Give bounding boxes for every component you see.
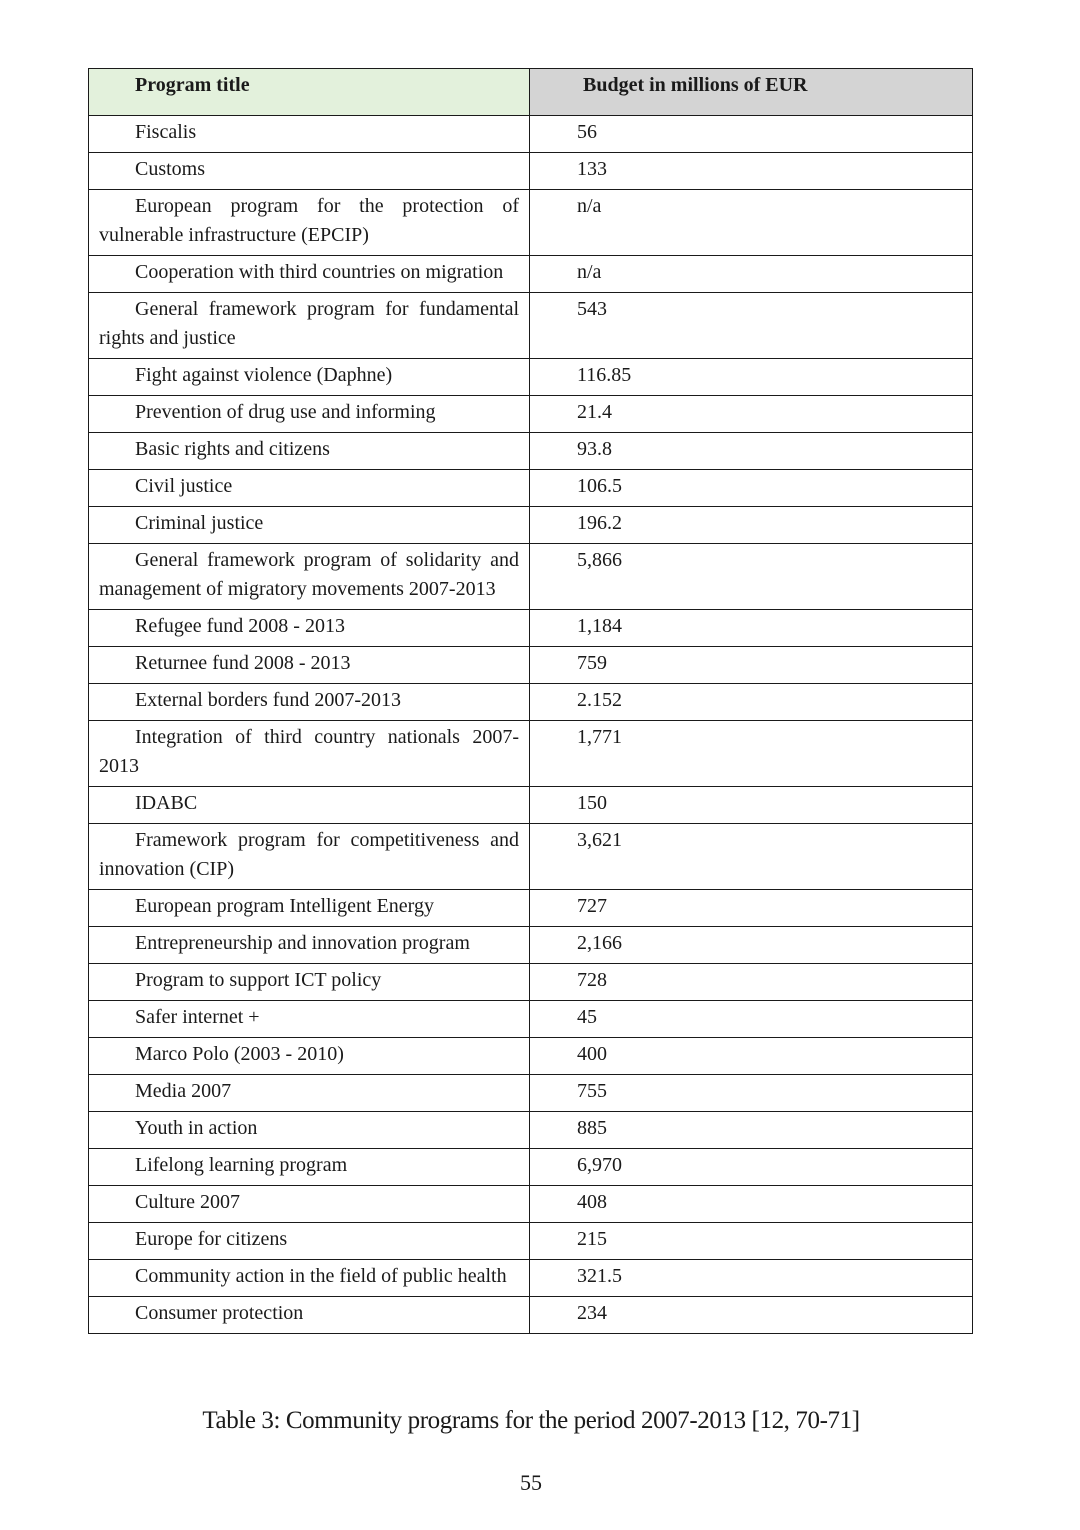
budget-cell: n/a <box>530 256 973 293</box>
program-title-cell: Marco Polo (2003 - 2010) <box>89 1038 530 1075</box>
budget-cell: 45 <box>530 1001 973 1038</box>
program-title-cell: Customs <box>89 153 530 190</box>
table-row <box>89 116 973 153</box>
table-row <box>89 470 973 507</box>
table-header <box>89 69 973 116</box>
table-row <box>89 1149 973 1186</box>
budget-cell: 400 <box>530 1038 973 1075</box>
budget-cell: 755 <box>530 1075 973 1112</box>
budget-cell: 93.8 <box>530 433 973 470</box>
column-header-budget: Budget in millions of EUR <box>530 69 973 116</box>
program-title-cell: Cooperation with third countries on migration <box>89 256 530 293</box>
table-row <box>89 293 973 359</box>
table-row <box>89 1038 973 1075</box>
table-row <box>89 890 973 927</box>
budget-cell: 5,866 <box>530 544 973 610</box>
budget-cell: 2.152 <box>530 684 973 721</box>
table-row <box>89 153 973 190</box>
table-header-row <box>89 69 973 116</box>
table-row <box>89 1075 973 1112</box>
table-row <box>89 721 973 787</box>
program-title-cell: Fiscalis <box>89 116 530 153</box>
program-title-cell: European program Intelligent Energy <box>89 890 530 927</box>
page-number: 55 <box>520 1470 542 1495</box>
table-row <box>89 1260 973 1297</box>
program-title-cell: Framework program for competitiveness and innovation (CIP) <box>89 824 530 890</box>
program-title-cell: Media 2007 <box>89 1075 530 1112</box>
column-header-program-title: Program title <box>89 69 530 116</box>
table-row <box>89 927 973 964</box>
program-title-cell: Integration of third country nationals 2007-2013 <box>89 721 530 787</box>
program-title-cell: Lifelong learning program <box>89 1149 530 1186</box>
table-row <box>89 1001 973 1038</box>
program-title-cell: Consumer protection <box>89 1297 530 1334</box>
budget-cell: 759 <box>530 647 973 684</box>
program-title-cell: Program to support ICT policy <box>89 964 530 1001</box>
table-row <box>89 647 973 684</box>
budget-cell: 1,771 <box>530 721 973 787</box>
budget-cell: 727 <box>530 890 973 927</box>
programs-table <box>88 68 973 1334</box>
program-title-cell: General framework program of solidarity and management of migratory movements 2007-2013 <box>89 544 530 610</box>
program-title-cell: Returnee fund 2008 - 2013 <box>89 647 530 684</box>
table-row <box>89 964 973 1001</box>
program-title-cell: European program for the protection of vulnerable infrastructure (EPCIP) <box>89 190 530 256</box>
table-row <box>89 396 973 433</box>
budget-cell: n/a <box>530 190 973 256</box>
table-row <box>89 610 973 647</box>
program-title-cell: Entrepreneurship and innovation program <box>89 927 530 964</box>
table-row <box>89 787 973 824</box>
table-row <box>89 1186 973 1223</box>
program-title-cell: Youth in action <box>89 1112 530 1149</box>
table-row <box>89 684 973 721</box>
program-title-cell: Refugee fund 2008 - 2013 <box>89 610 530 647</box>
table-body <box>89 116 973 1334</box>
table-row <box>89 190 973 256</box>
budget-cell: 6,970 <box>530 1149 973 1186</box>
budget-cell: 150 <box>530 787 973 824</box>
budget-cell: 215 <box>530 1223 973 1260</box>
budget-cell: 321.5 <box>530 1260 973 1297</box>
program-title-cell: IDABC <box>89 787 530 824</box>
budget-cell: 21.4 <box>530 396 973 433</box>
table-row <box>89 824 973 890</box>
budget-cell: 133 <box>530 153 973 190</box>
program-title-cell: External borders fund 2007-2013 <box>89 684 530 721</box>
table-caption: Table 3: Community programs for the period 2007-2013 [12, 70-71] <box>202 1407 860 1434</box>
table-row <box>89 1297 973 1334</box>
budget-cell: 408 <box>530 1186 973 1223</box>
program-title-cell: Community action in the field of public health <box>89 1260 530 1297</box>
table-row <box>89 1112 973 1149</box>
program-title-cell: Civil justice <box>89 470 530 507</box>
budget-cell: 234 <box>530 1297 973 1334</box>
program-title-cell: Criminal justice <box>89 507 530 544</box>
budget-cell: 106.5 <box>530 470 973 507</box>
program-title-cell: Europe for citizens <box>89 1223 530 1260</box>
table-row <box>89 544 973 610</box>
budget-cell: 2,166 <box>530 927 973 964</box>
budget-cell: 728 <box>530 964 973 1001</box>
table-row <box>89 1223 973 1260</box>
table-row <box>89 507 973 544</box>
program-title-cell: Fight against violence (Daphne) <box>89 359 530 396</box>
program-title-cell: Culture 2007 <box>89 1186 530 1223</box>
program-title-cell: Basic rights and citizens <box>89 433 530 470</box>
budget-cell: 543 <box>530 293 973 359</box>
budget-cell: 196.2 <box>530 507 973 544</box>
budget-cell: 56 <box>530 116 973 153</box>
program-title-cell: General framework program for fundamental rights and justice <box>89 293 530 359</box>
budget-cell: 1,184 <box>530 610 973 647</box>
table-row <box>89 433 973 470</box>
budget-cell: 3,621 <box>530 824 973 890</box>
program-title-cell: Safer internet + <box>89 1001 530 1038</box>
table-row <box>89 359 973 396</box>
budget-cell: 116.85 <box>530 359 973 396</box>
program-title-cell: Prevention of drug use and informing <box>89 396 530 433</box>
budget-cell: 885 <box>530 1112 973 1149</box>
table-row <box>89 256 973 293</box>
